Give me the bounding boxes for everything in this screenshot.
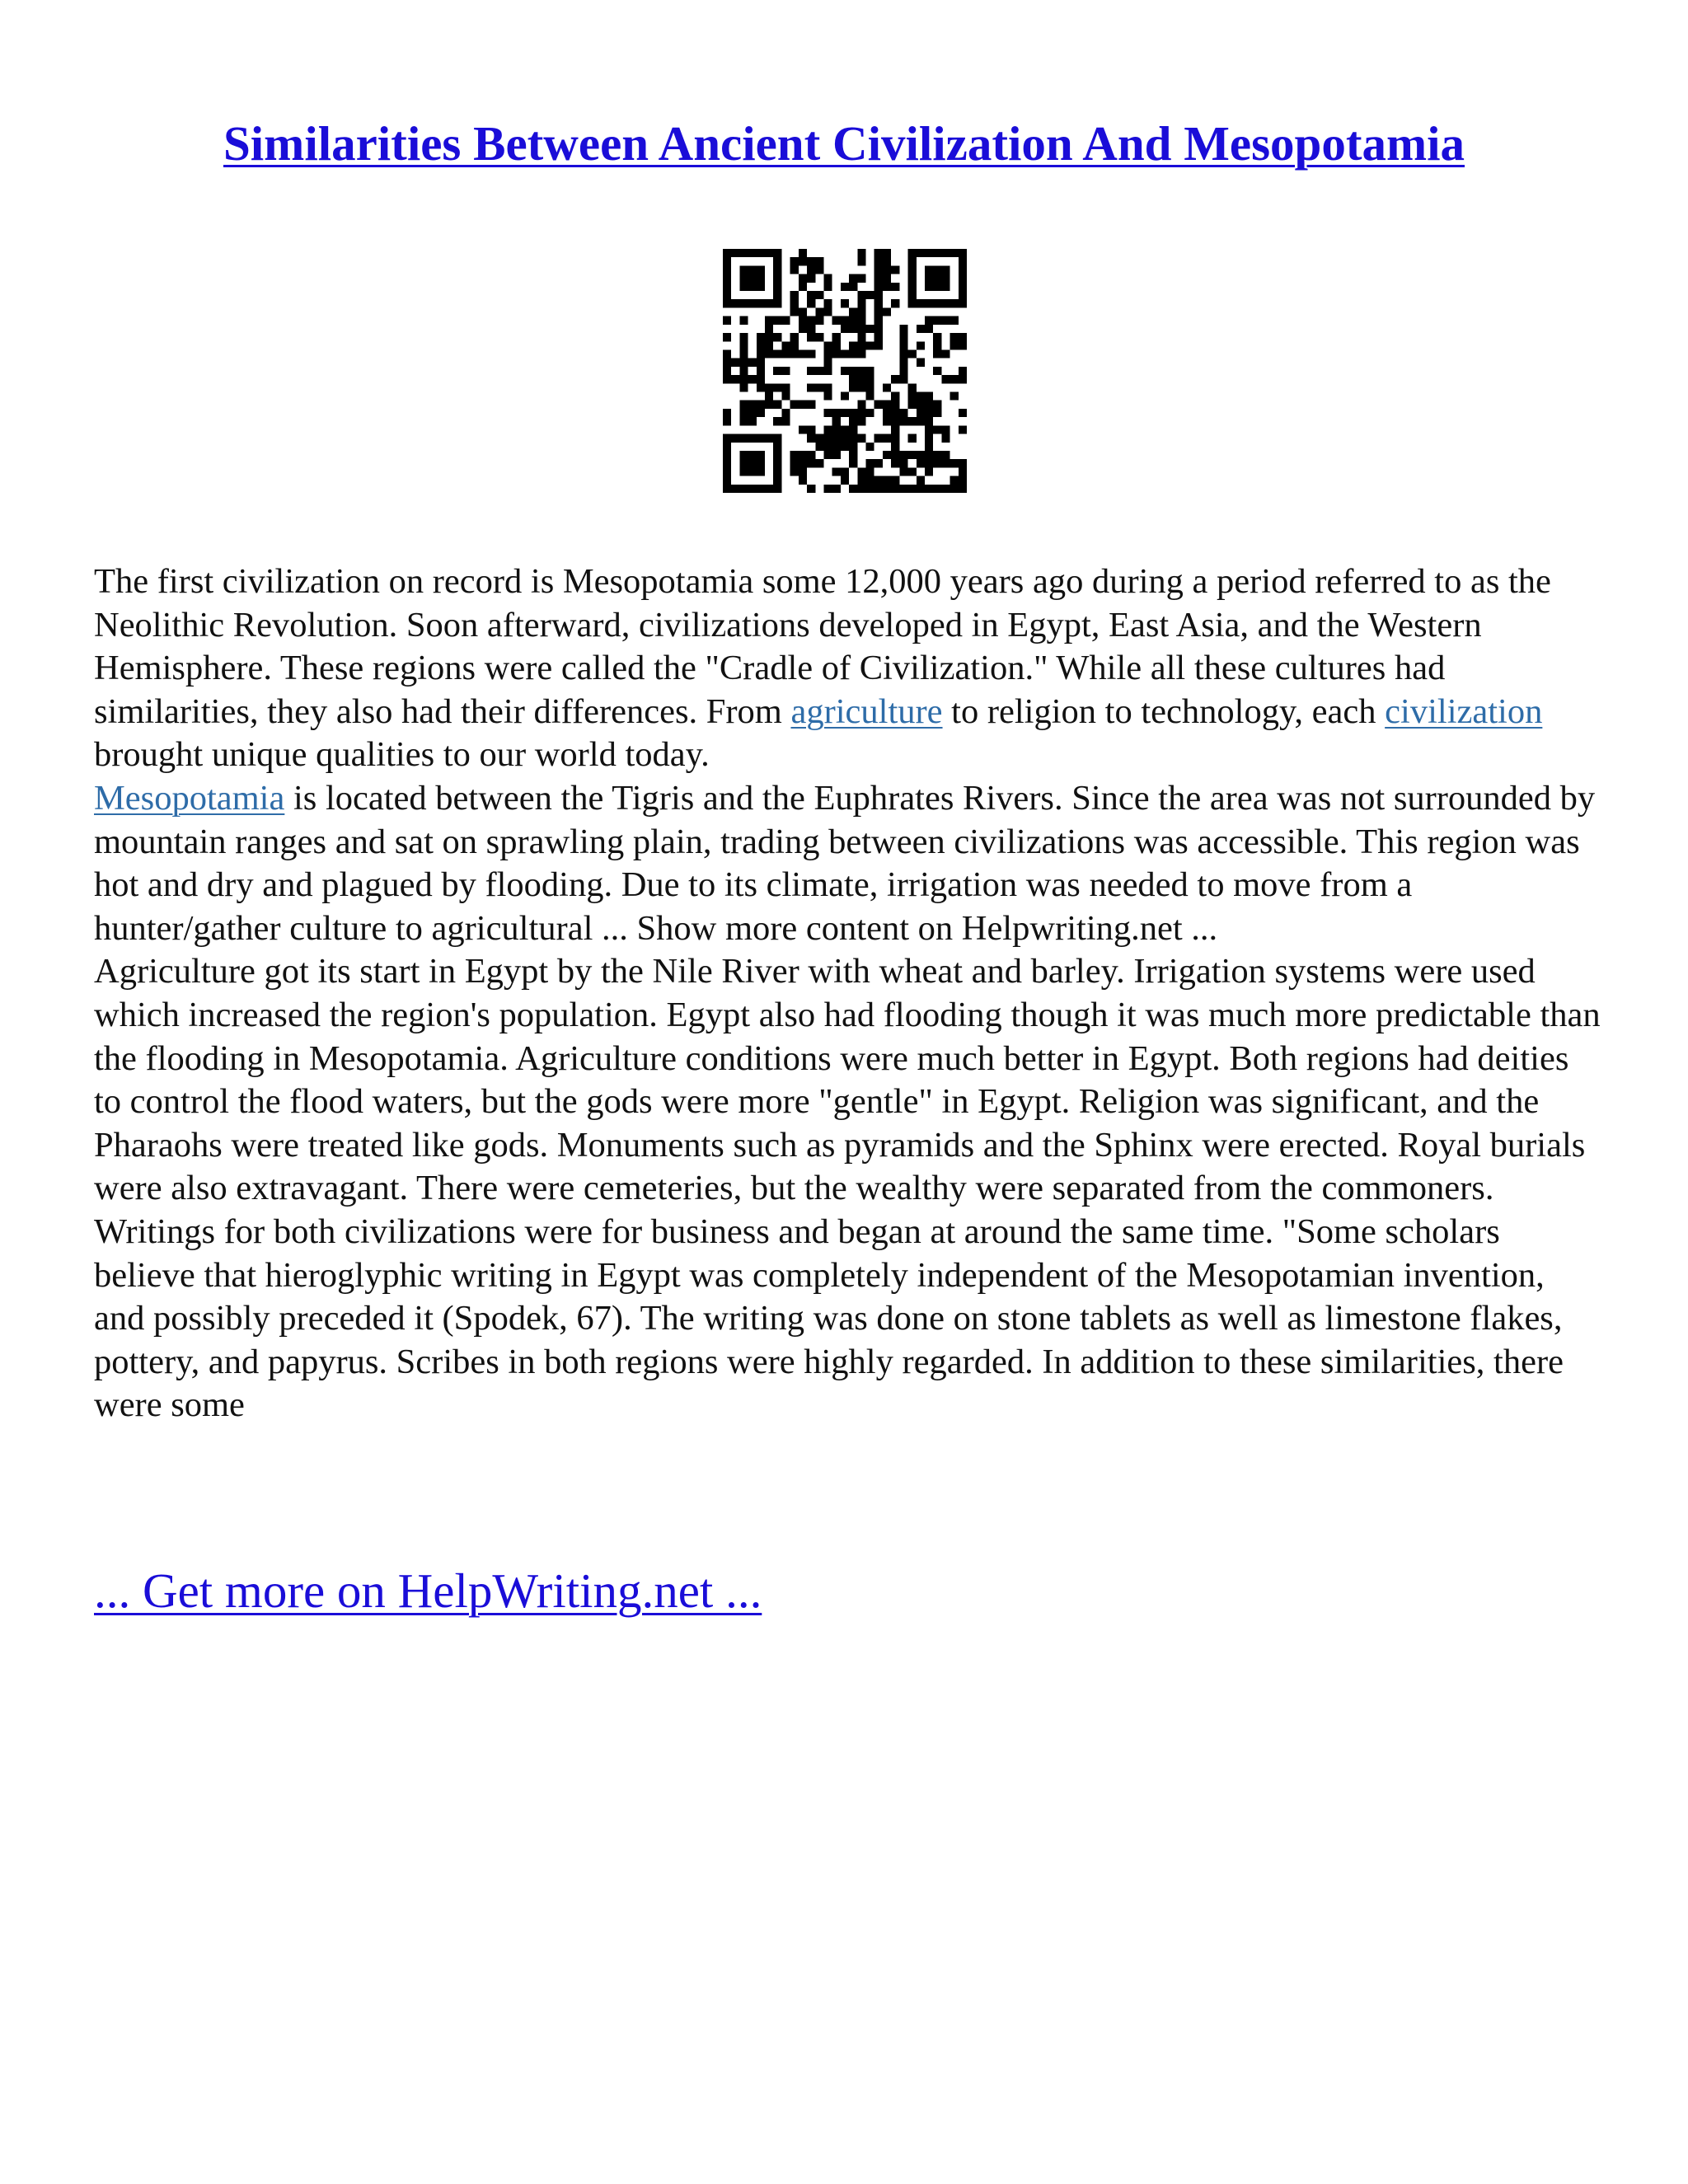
paragraph-writings: Writings for both civilizations were for business and began at around the same time. "Some scholars believe that hieroglyphic writing in Egypt was completely independent of the Mesopotamian invention, and possibly preceded it (Spodek, 67). The writing was done on stone tablets as well as limestone flakes, pottery, and papyrus. Scribes in both regions were highly regarded. In addition to these similarities, there were some bbox=[94, 1212, 1564, 1425]
article-body bbox=[94, 560, 1602, 1427]
link-agriculture[interactable]: agriculture bbox=[790, 691, 943, 731]
get-more-paragraph bbox=[94, 1561, 762, 1620]
title-link[interactable]: Similarities Between Ancient Civilization And Mesopotamia bbox=[223, 116, 1465, 171]
paragraph-intro bbox=[94, 560, 1602, 777]
page-title bbox=[0, 114, 1688, 173]
paragraph-intro-text-c: brought unique qualities to our world today. bbox=[94, 735, 710, 775]
paragraph-mesopotamia bbox=[94, 777, 1602, 950]
paragraph-intro-text-b: to religion to technology, each bbox=[942, 691, 1386, 731]
link-mesopotamia[interactable]: Mesopotamia bbox=[94, 778, 285, 818]
paragraph-egypt-agriculture: Agriculture got its start in Egypt by the Nile River with wheat and barley. Irrigation systems were used which increased the region's population. Egypt also had flooding though it was much more predictable than the flooding in Mesopotamia. Agriculture conditions were much better in Egypt. Both regions had deities to control the flood waters, but the gods were more "gentle" in Egypt. Religion was significant, and the Pharaohs were treated like gods. Monuments such as pyramids and the Sphinx were erected. Royal burials were also extravagant. There were cemeteries, but the wealthy were separated from the commoners. bbox=[94, 952, 1601, 1208]
paragraph-mesopotamia-text: is located between the Tigris and the Euphrates Rivers. Since the area was not surrounded by mountain ranges and sat on sprawling plain, trading between civilizations was accessible. This region was hot and dry and plagued by flooding. Due to its climate, irrigation was needed to move from a hunter/gather culture to agricultural ... Show more content on Helpwriting.net ... bbox=[94, 778, 1596, 948]
link-civilization[interactable]: civilization bbox=[1385, 691, 1543, 731]
paragraph-intro-text-a: The first civilization on record is Mesopotamia some 12,000 years ago during a period referred to as the Neolithic Revolution. Soon afterward, civilizations developed in Egypt, East Asia, and the Western Hemisphere. These regions were called the "Cradle of Civilization." While all these cultures had similarities, they also had their differences. From bbox=[94, 562, 1551, 731]
get-more-link[interactable]: ... Get more on HelpWriting.net ... bbox=[94, 1563, 762, 1618]
qr-code-icon bbox=[723, 249, 967, 493]
